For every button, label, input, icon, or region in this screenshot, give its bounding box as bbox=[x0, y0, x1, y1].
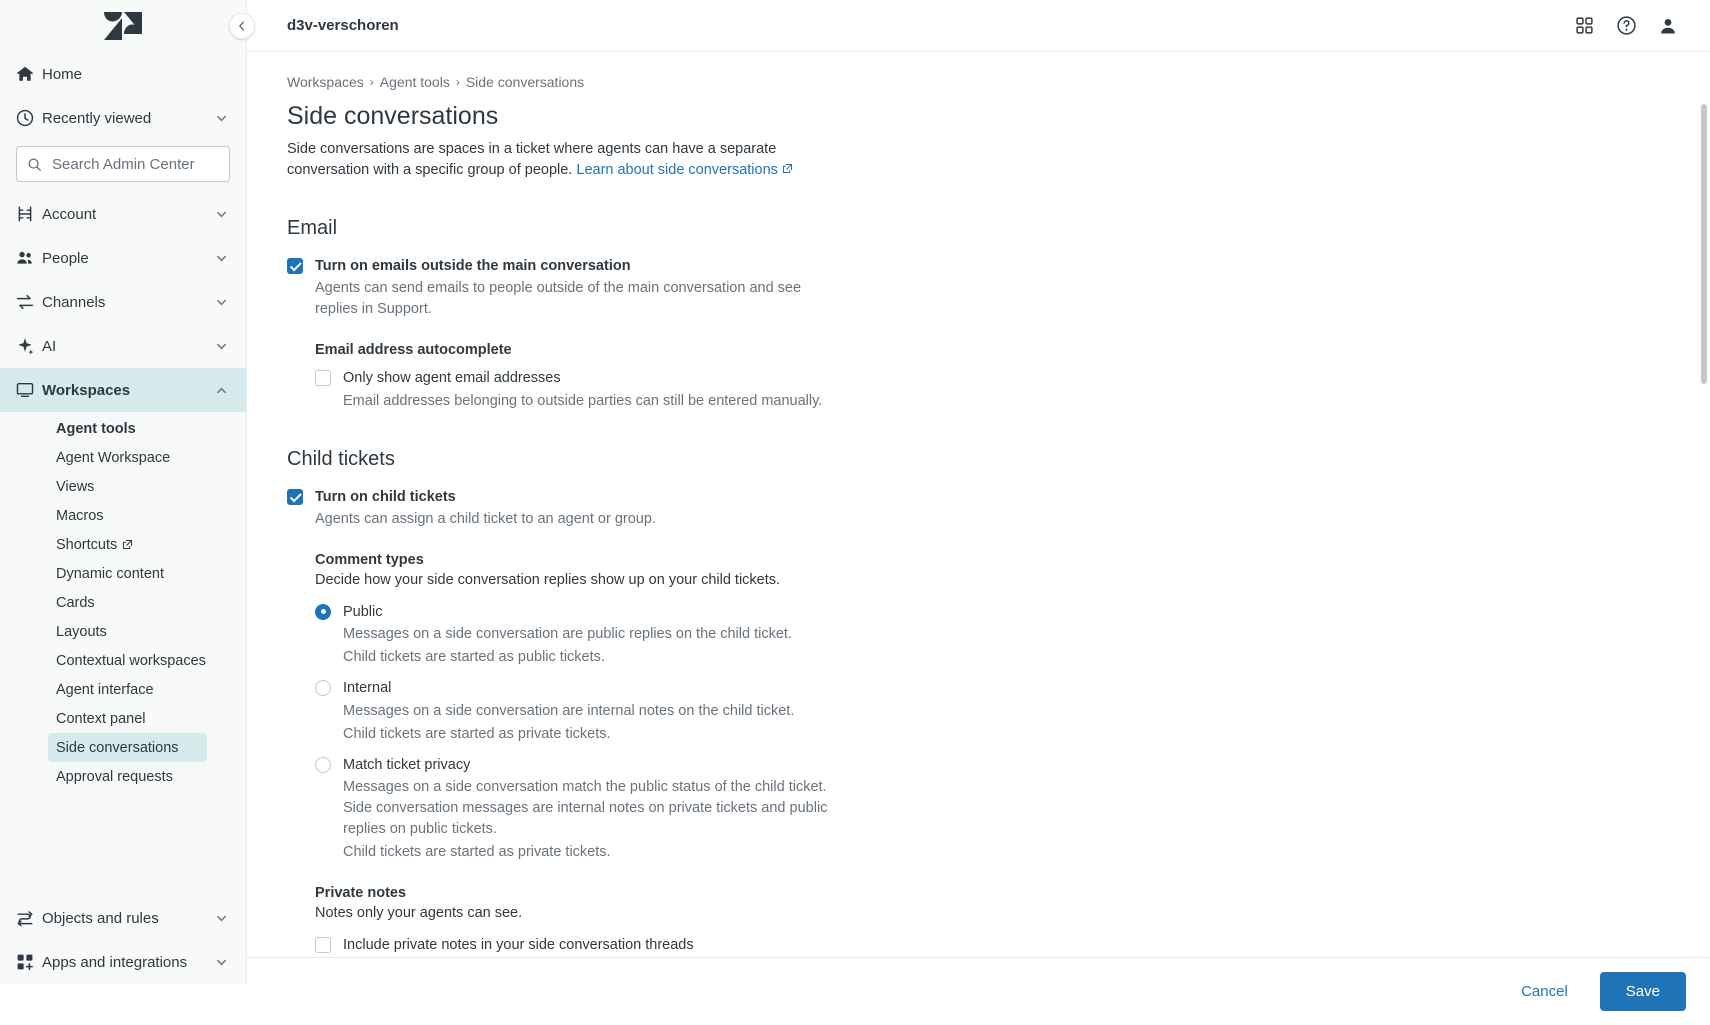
private-notes-description: Notes only your agents can see. bbox=[315, 905, 523, 921]
chevron-down-icon bbox=[215, 208, 228, 221]
sidebar-subitem-contextual-workspaces[interactable] bbox=[0, 646, 246, 675]
field-help-line1: Messages on a side conversation match the public status of the child ticket. Side conversation messages are internal notes on private tickets and public replies on public tickets. bbox=[343, 778, 828, 837]
chevron-down-icon bbox=[215, 340, 228, 353]
sidebar-subitem-cards[interactable] bbox=[0, 588, 246, 617]
sidebar-subitem-layouts[interactable] bbox=[0, 617, 246, 646]
field-label: Turn on emails outside the main conversation bbox=[315, 258, 631, 275]
page-description bbox=[287, 139, 827, 181]
external-link-icon bbox=[122, 539, 133, 550]
breadcrumb-item-agent-tools[interactable]: Agent tools bbox=[379, 74, 450, 90]
sidebar-subitem-label: Macros bbox=[56, 507, 104, 524]
content-scroll-area bbox=[247, 52, 1710, 957]
field-help-line2: Child tickets are started as private tickets. bbox=[343, 843, 611, 860]
breadcrumb bbox=[287, 74, 1387, 90]
save-button[interactable]: Save bbox=[1600, 972, 1686, 1011]
search-input[interactable] bbox=[50, 155, 219, 174]
user-avatar-icon[interactable] bbox=[1650, 8, 1686, 44]
chevron-down-icon bbox=[215, 252, 228, 265]
email-autocomplete-block bbox=[315, 342, 1387, 411]
sidebar-item-label: People bbox=[42, 249, 89, 267]
apps-integrations-icon bbox=[16, 953, 42, 971]
turn-on-child-tickets-checkbox[interactable] bbox=[287, 489, 303, 505]
sidebar-item-recently-viewed[interactable] bbox=[0, 96, 246, 140]
search-container bbox=[0, 140, 246, 192]
include-private-notes-row bbox=[315, 935, 1387, 955]
channels-icon bbox=[16, 293, 42, 311]
comment-types-heading: Comment types bbox=[315, 551, 424, 568]
comment-types-block bbox=[315, 552, 1387, 955]
section-heading-child-tickets: Child tickets bbox=[287, 447, 395, 470]
field-help: Agents can assign a child ticket to an agent or group. bbox=[315, 510, 656, 527]
only-agent-emails-text bbox=[343, 368, 822, 411]
sidebar-item-channels[interactable] bbox=[0, 280, 246, 324]
main-area bbox=[247, 0, 1710, 1001]
chevron-down-icon bbox=[215, 956, 228, 969]
sidebar-subitem-approval-requests[interactable] bbox=[0, 762, 246, 791]
external-link-icon bbox=[778, 162, 793, 178]
sidebar-subitem-label: Agent tools bbox=[56, 420, 136, 437]
learn-about-side-conversations-link[interactable]: Learn about side conversations bbox=[576, 162, 778, 179]
sidebar-item-label: Home bbox=[42, 65, 83, 83]
sidebar-subitem-label: Approval requests bbox=[56, 768, 173, 785]
private-notes-heading: Private notes bbox=[315, 885, 407, 901]
comment-type-match-privacy-row bbox=[315, 755, 1387, 863]
sidebar-item-label: Workspaces bbox=[42, 381, 131, 399]
sidebar-item-label: Channels bbox=[42, 293, 106, 311]
emails-outside-main-conversation-row bbox=[287, 256, 1387, 320]
comment-type-public-radio[interactable] bbox=[315, 604, 331, 620]
clock-icon bbox=[16, 109, 42, 127]
field-help-line2: Child tickets are started as public tickets. bbox=[343, 649, 605, 666]
only-agent-emails-checkbox[interactable] bbox=[315, 370, 331, 386]
products-grid-icon[interactable] bbox=[1566, 8, 1602, 44]
sidebar-subitem-label: Agent Workspace bbox=[56, 449, 171, 466]
sidebar bbox=[0, 0, 247, 984]
home-icon bbox=[16, 65, 42, 83]
help-icon[interactable] bbox=[1608, 8, 1644, 44]
content-scrollbar-track[interactable] bbox=[1701, 104, 1707, 889]
sidebar-subitem-label: Shortcuts bbox=[56, 536, 118, 553]
sidebar-subitem-label: Agent interface bbox=[56, 681, 154, 698]
chevron-down-icon bbox=[215, 112, 228, 125]
sidebar-subitem-agent-interface[interactable] bbox=[0, 675, 246, 704]
sidebar-subitem-label: Views bbox=[56, 478, 95, 495]
people-icon bbox=[16, 249, 42, 267]
breadcrumb-item-workspaces[interactable]: Workspaces bbox=[287, 74, 364, 90]
sidebar-subitem-views[interactable] bbox=[0, 472, 246, 501]
sidebar-subitem-label: Context panel bbox=[56, 710, 146, 727]
comment-type-public-row bbox=[315, 602, 1387, 668]
turn-on-child-tickets-row bbox=[287, 487, 1387, 530]
chevron-down-icon bbox=[215, 912, 228, 925]
sidebar-subitem-agent-workspace[interactable] bbox=[0, 443, 246, 472]
search-box[interactable] bbox=[16, 146, 230, 182]
section-heading-email: Email bbox=[287, 217, 338, 240]
zendesk-logo-icon[interactable] bbox=[0, 0, 246, 52]
field-label: Public bbox=[343, 603, 383, 620]
field-help-line1: Messages on a side conversation are internal notes on the child ticket. bbox=[343, 702, 795, 719]
sidebar-item-label: Recently viewed bbox=[42, 109, 152, 127]
sidebar-item-people[interactable] bbox=[0, 236, 246, 280]
search-icon bbox=[27, 157, 42, 172]
comment-type-internal-radio[interactable] bbox=[315, 680, 331, 696]
comment-type-internal-row bbox=[315, 678, 1387, 744]
account-name: d3v-verschoren bbox=[287, 17, 399, 34]
email-autocomplete-heading: Email address autocomplete bbox=[315, 342, 512, 359]
field-help: Email addresses belonging to outside parties can still be entered manually. bbox=[343, 392, 823, 409]
sidebar-item-label: AI bbox=[42, 337, 57, 355]
comment-type-public-text bbox=[343, 602, 792, 668]
sidebar-item-label: Objects and rules bbox=[42, 909, 159, 927]
sidebar-subitem-label: Dynamic content bbox=[56, 565, 164, 582]
field-help-line2: Child tickets are started as private tickets. bbox=[343, 725, 611, 742]
field-help-line1: Messages on a side conversation are public replies on the child ticket. bbox=[343, 626, 792, 643]
chevron-up-icon bbox=[215, 384, 228, 397]
page-description-text: Side conversations are spaces in a ticket where agents can have a separate conversation with a specific group of people. bbox=[287, 141, 777, 179]
field-label: Internal bbox=[343, 680, 392, 697]
field-label: Turn on child tickets bbox=[315, 488, 456, 505]
sidebar-item-home[interactable] bbox=[0, 52, 246, 96]
sidebar-item-ai[interactable] bbox=[0, 324, 246, 368]
sidebar-subitem-label: Side conversations bbox=[56, 739, 179, 756]
sidebar-subitem-label: Contextual workspaces bbox=[56, 652, 206, 669]
sidebar-item-workspaces[interactable] bbox=[0, 368, 246, 412]
workspaces-icon bbox=[16, 381, 42, 399]
sidebar-subitem-macros[interactable] bbox=[0, 501, 246, 530]
sidebar-subitem-dynamic-content[interactable] bbox=[0, 559, 246, 588]
sidebar-item-label: Apps and integrations bbox=[42, 953, 188, 971]
field-label: Include private notes in your side conversation threads bbox=[343, 937, 694, 953]
breadcrumb-separator: › bbox=[455, 75, 460, 89]
comment-type-internal-text bbox=[343, 678, 794, 744]
content-scrollbar-thumb[interactable] bbox=[1701, 104, 1707, 384]
chevron-down-icon bbox=[215, 296, 228, 309]
field-label: Only show agent email addresses bbox=[343, 370, 561, 387]
emails-outside-main-conversation-text bbox=[315, 256, 825, 320]
sidebar-subitem-context-panel[interactable] bbox=[0, 704, 246, 733]
sidebar-item-apps-and-integrations[interactable] bbox=[0, 940, 246, 984]
only-agent-emails-row bbox=[315, 368, 1387, 411]
sidebar-collapse-button[interactable] bbox=[229, 13, 255, 39]
page-title: Side conversations bbox=[287, 102, 499, 130]
account-icon bbox=[16, 205, 42, 223]
sidebar-subitem-shortcuts[interactable] bbox=[0, 530, 246, 559]
top-bar bbox=[247, 0, 1710, 52]
field-help: Agents can send emails to people outside of the main conversation and see replies in Support. bbox=[315, 280, 802, 318]
comment-types-radio-group bbox=[315, 602, 1387, 863]
comment-type-match-privacy-radio[interactable] bbox=[315, 757, 331, 773]
comment-types-description: Decide how your side conversation replies show up on your child tickets. bbox=[315, 571, 781, 588]
include-private-notes-checkbox[interactable] bbox=[315, 937, 331, 953]
emails-outside-main-conversation-checkbox[interactable] bbox=[287, 258, 303, 274]
comment-type-match-privacy-text bbox=[343, 755, 853, 863]
sidebar-subitem-side-conversations[interactable] bbox=[48, 733, 207, 762]
include-private-notes-text bbox=[343, 935, 694, 955]
sidebar-subitem-label: Layouts bbox=[56, 623, 107, 640]
sidebar-bottom-group bbox=[0, 896, 246, 984]
objects-rules-icon bbox=[16, 909, 42, 927]
sidebar-subitem-agent-tools[interactable] bbox=[0, 414, 246, 443]
sidebar-item-account[interactable] bbox=[0, 192, 246, 236]
sidebar-item-objects-and-rules[interactable] bbox=[0, 896, 246, 940]
turn-on-child-tickets-text bbox=[315, 487, 656, 530]
ai-sparkle-icon bbox=[16, 337, 42, 355]
action-footer bbox=[247, 957, 1710, 1025]
cancel-button[interactable]: Cancel bbox=[1507, 973, 1582, 1010]
workspaces-submenu bbox=[0, 412, 246, 797]
sidebar-item-label: Account bbox=[42, 205, 97, 223]
sidebar-subitem-label: Cards bbox=[56, 594, 95, 611]
field-label: Match ticket privacy bbox=[343, 756, 471, 773]
settings-page bbox=[287, 52, 1387, 955]
breadcrumb-item-side-conversations[interactable]: Side conversations bbox=[465, 74, 585, 90]
breadcrumb-separator: › bbox=[369, 75, 374, 89]
